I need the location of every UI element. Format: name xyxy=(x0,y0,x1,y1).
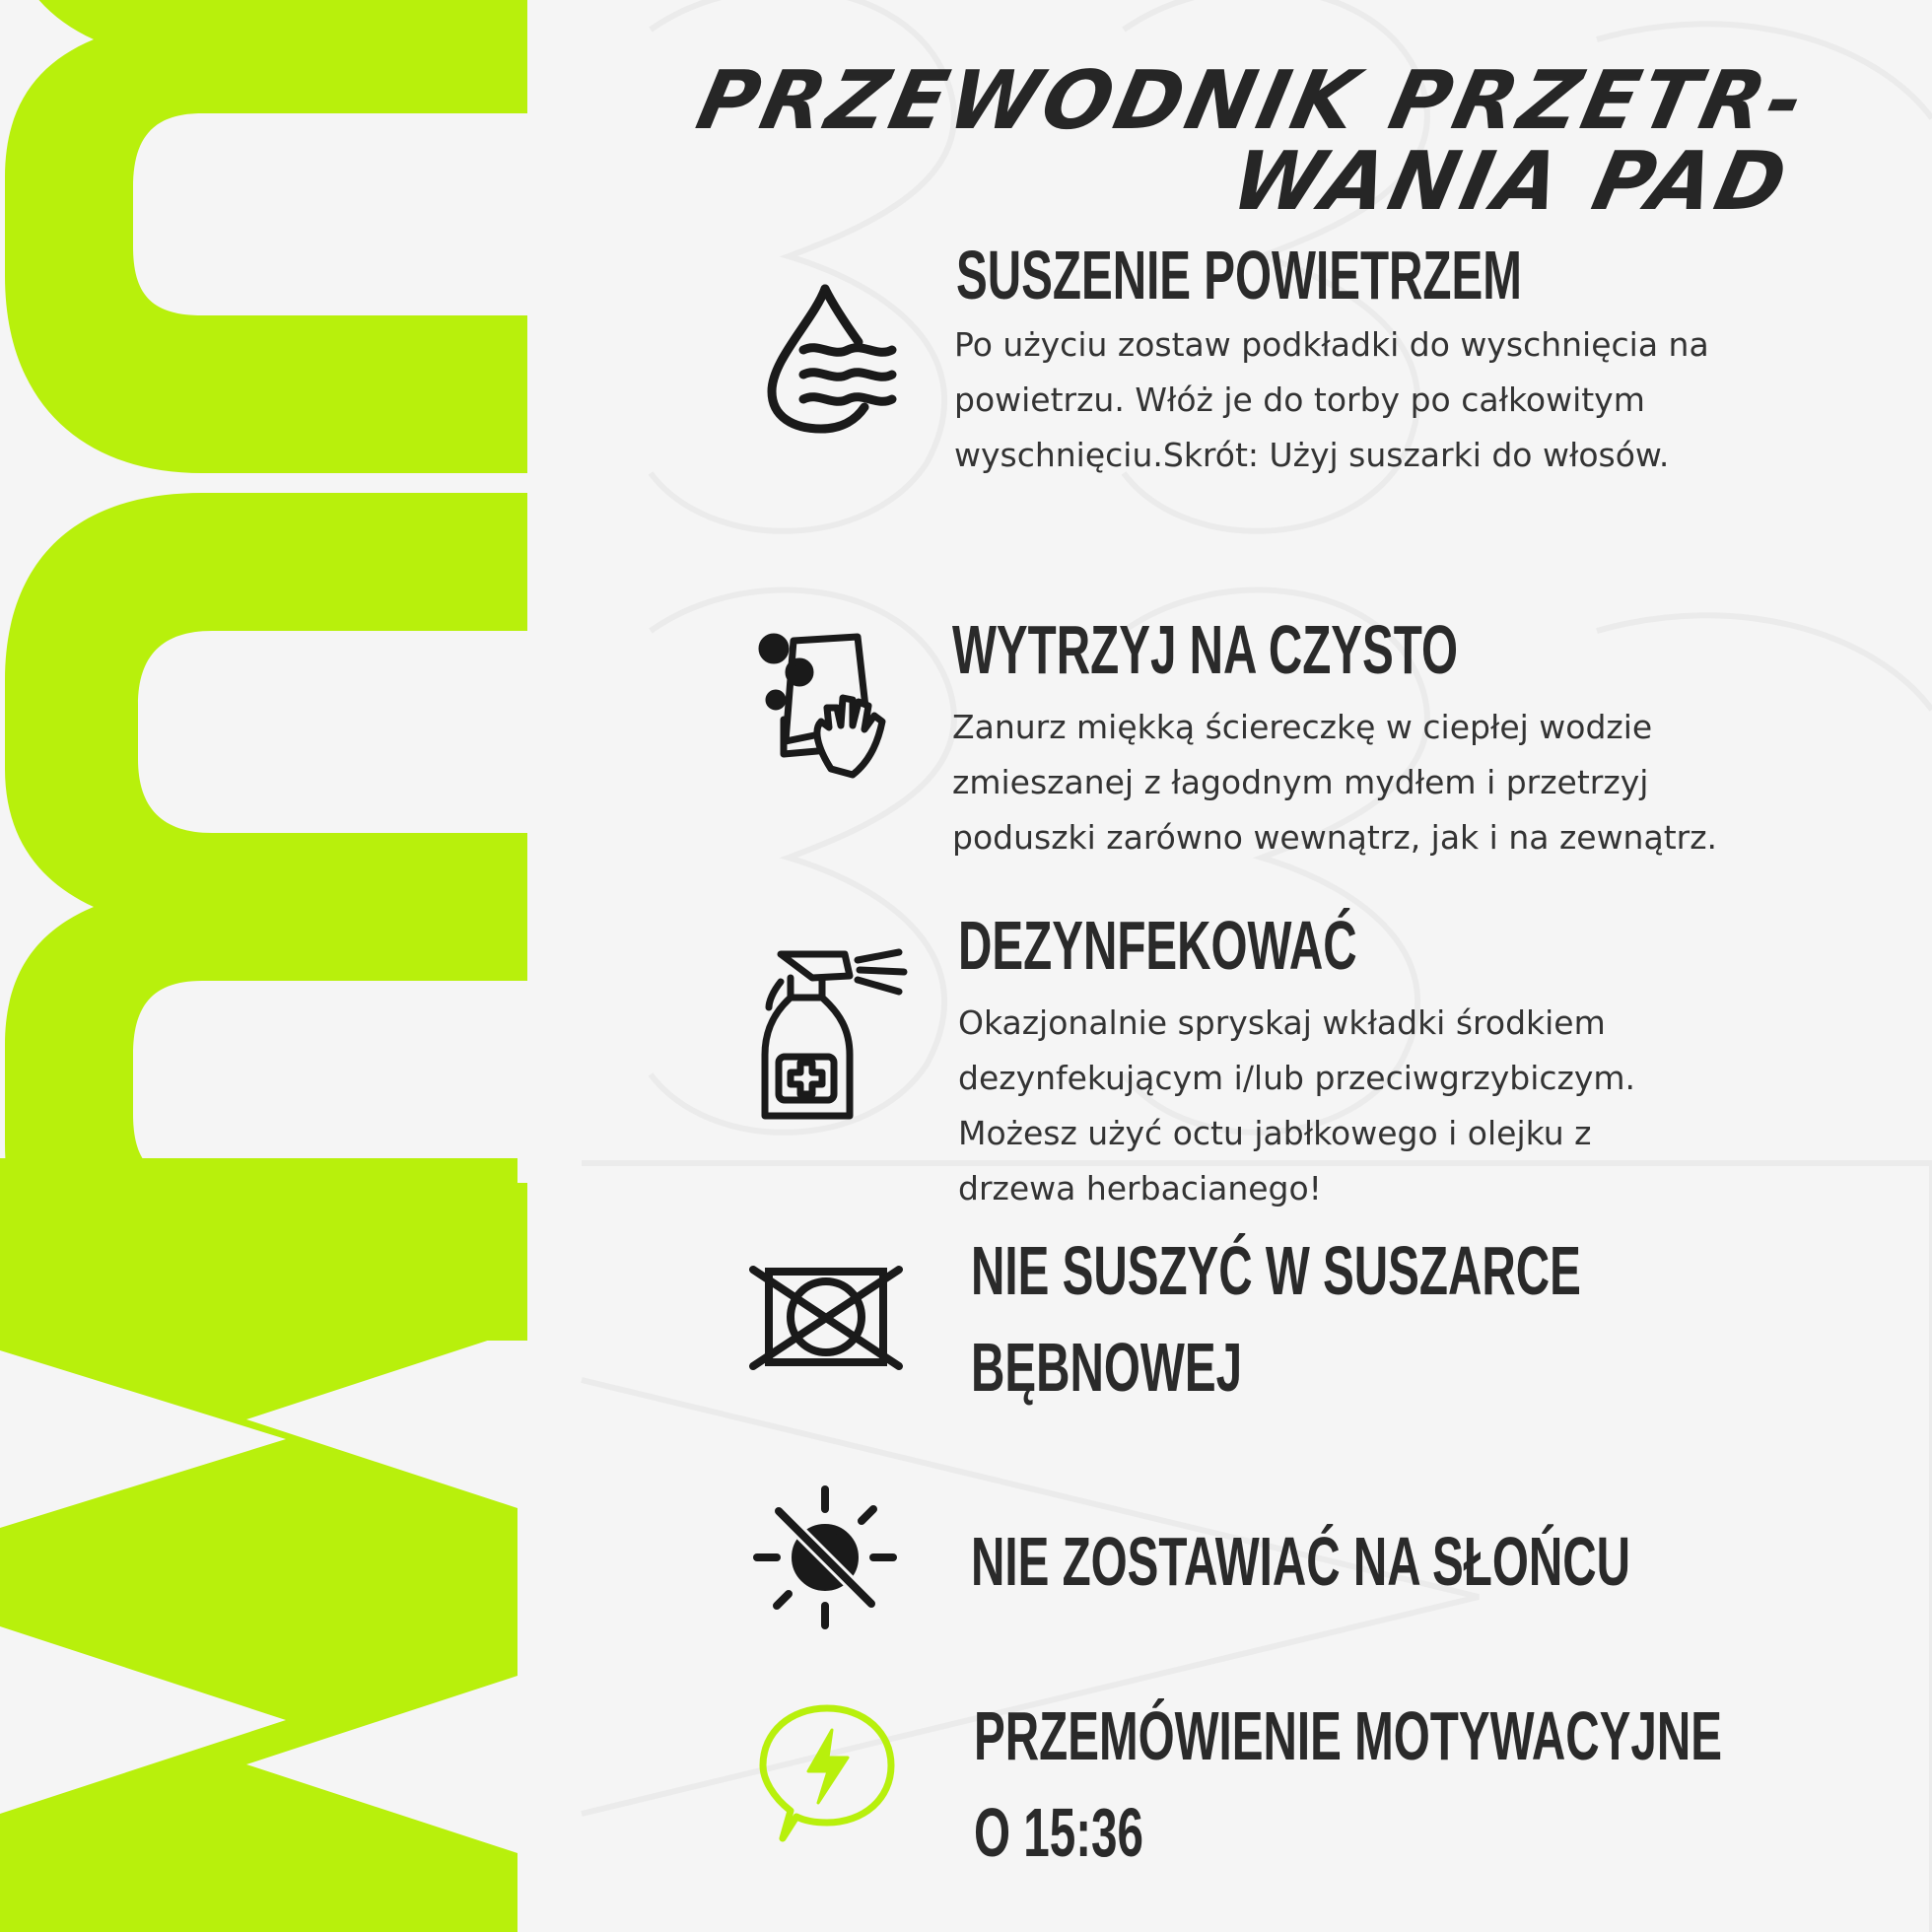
spray-bottle-icon xyxy=(751,946,909,1122)
section-heading-wipe-clean: WYTRZYJ NA CZYSTO xyxy=(952,611,1459,688)
section-text-air-dry xyxy=(954,317,1709,483)
no-tumble-dry-icon xyxy=(747,1262,905,1372)
page-title xyxy=(498,54,1816,229)
heading-line: NIE SUSZYĆ W SUSZARCE xyxy=(971,1232,1581,1309)
heading-line: BĘBNOWEJ xyxy=(971,1329,1243,1406)
section-text-disinfect xyxy=(958,996,1635,1216)
lightning-speech-bubble-icon xyxy=(753,1700,901,1848)
text-line: Możesz użyć octu jabłkowego i olejku z xyxy=(958,1114,1592,1152)
text-line: dezynfekującym i/lub przeciwgrzybiczym. xyxy=(958,1059,1636,1097)
text-line: Po użyciu zostaw podkładki do wyschnięcia na xyxy=(954,325,1709,364)
page-title-line-2: WANIA PAD xyxy=(1223,135,1799,229)
water-drop-icon xyxy=(764,281,902,434)
section-text-wipe-clean xyxy=(952,700,1717,865)
section-heading-motivational-speech xyxy=(974,1688,1722,1881)
text-line: zmieszanej z łagodnym mydłem i przetrzyj xyxy=(952,763,1649,801)
section-heading-no-tumble-dry xyxy=(971,1222,1581,1415)
section-heading-air-dry: SUSZENIE POWIETRZEM xyxy=(956,237,1522,313)
text-line: powietrzu. Włóż je do torby po całkowitym xyxy=(954,380,1645,419)
text-line: wyschnięciu.Skrót: Użyj suszarki do włosów. xyxy=(954,436,1670,474)
section-heading-no-sun: NIE ZOSTAWIAĆ NA SŁOŃCU xyxy=(971,1523,1631,1600)
heading-line: PRZEMÓWIENIE MOTYWACYJNE xyxy=(974,1697,1722,1774)
text-line: drzewa herbacianego! xyxy=(958,1169,1322,1208)
section-heading-disinfect: DEZYNFEKOWAĆ xyxy=(958,907,1357,984)
page-title-line-1: PRZEWODNIK PRZETR- xyxy=(689,54,1816,148)
wipe-cloth-icon xyxy=(754,631,897,779)
no-sun-icon xyxy=(751,1484,899,1631)
text-line: Okazjonalnie spryskaj wkładki środkiem xyxy=(958,1003,1606,1042)
text-line: Zanurz miękką ściereczkę w ciepłej wodzie xyxy=(952,708,1653,746)
text-line: poduszki zarówno wewnątrz, jak i na zewnątrz. xyxy=(952,818,1718,857)
heading-line: O 15:36 xyxy=(974,1794,1143,1871)
